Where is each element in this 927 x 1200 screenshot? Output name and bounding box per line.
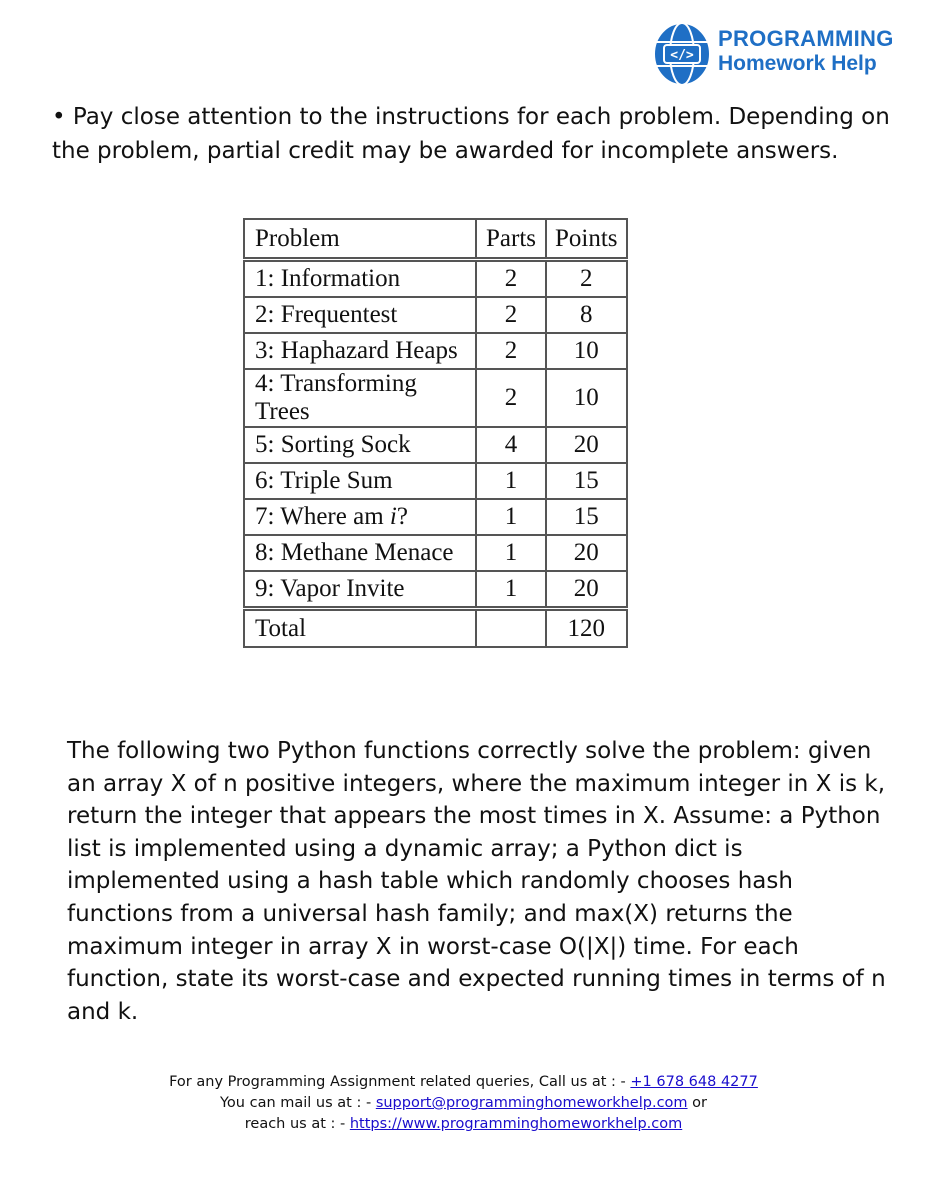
problem-cell: 5: Sorting Sock — [244, 427, 476, 463]
parts-cell: 4 — [476, 427, 546, 463]
footer-call-line — [0, 1072, 927, 1093]
problem-cell: 6: Triple Sum — [244, 463, 476, 499]
parts-cell: 2 — [476, 369, 546, 427]
problem-cell: 4: Transforming Trees — [244, 369, 476, 427]
footer-mail-line — [0, 1093, 927, 1114]
footer-reach-text: reach us at : - — [244, 1116, 350, 1132]
table-total-row — [244, 609, 627, 648]
footer-mail-text: You can mail us at : - — [220, 1095, 376, 1111]
instructions-bullet: • Pay close attention to the instructions for each problem. Depending on the problem, partial credit may be awarded for incomplete answers. — [52, 104, 890, 164]
score-table — [243, 218, 628, 648]
table-row — [244, 369, 627, 427]
problem-cell: 2: Frequentest — [244, 297, 476, 333]
footer-or-text: or — [687, 1095, 707, 1111]
parts-cell: 2 — [476, 333, 546, 369]
table-row — [244, 260, 627, 298]
logo-title: PROGRAMMING — [718, 26, 894, 51]
header-parts: Parts — [476, 219, 546, 260]
header-problem: Problem — [244, 219, 476, 260]
website-link[interactable]: https://www.programminghomeworkhelp.com — [349, 1116, 683, 1132]
points-cell: 20 — [546, 535, 627, 571]
problem-cell: 7: Where am i? — [244, 499, 476, 535]
header-points: Points — [546, 219, 627, 260]
table-row — [244, 463, 627, 499]
problem-description: The following two Python functions correctly solve the problem: given an array X of n positive integers, where the maximum integer in X is k, return the integer that appears the most times in X. Assume: a Python list is implemented using a dynamic array; a Python dict is implemented using a hash table which randomly chooses hash functions from a universal hash family; and max(X) returns the maximum integer in array X in worst-case O(|X|) time. For each function, state its worst-case and expected running times in terms of n and k. — [67, 738, 886, 1025]
code-globe-icon — [652, 16, 716, 94]
parts-cell: 1 — [476, 571, 546, 609]
parts-cell: 1 — [476, 499, 546, 535]
table-row — [244, 297, 627, 333]
table-row — [244, 499, 627, 535]
points-cell: 15 — [546, 499, 627, 535]
svg-text:</>: </> — [670, 48, 694, 63]
total-label: Total — [244, 609, 476, 648]
parts-cell: 1 — [476, 463, 546, 499]
total-parts — [476, 609, 546, 648]
contact-footer — [0, 1072, 927, 1135]
problem-cell: 8: Methane Menace — [244, 535, 476, 571]
problem-cell: 1: Information — [244, 260, 476, 298]
points-cell: 20 — [546, 571, 627, 609]
parts-cell: 1 — [476, 535, 546, 571]
parts-cell: 2 — [476, 297, 546, 333]
table-row — [244, 333, 627, 369]
points-cell: 20 — [546, 427, 627, 463]
problem-cell: 9: Vapor Invite — [244, 571, 476, 609]
table-header-row — [244, 219, 627, 260]
footer-reach-line — [0, 1114, 927, 1135]
points-cell: 10 — [546, 369, 627, 427]
logo-subtitle: Homework Help — [718, 52, 877, 75]
points-cell: 15 — [546, 463, 627, 499]
phone-link[interactable]: +1 678 648 4277 — [630, 1074, 758, 1090]
points-cell: 2 — [546, 260, 627, 298]
italic-variable: i — [389, 503, 397, 530]
problem-cell: 3: Haphazard Heaps — [244, 333, 476, 369]
email-link[interactable]: support@programminghomeworkhelp.com — [375, 1095, 688, 1111]
total-points: 120 — [546, 609, 627, 648]
footer-call-text: For any Programming Assignment related queries, Call us at : - — [169, 1074, 631, 1090]
table-row — [244, 571, 627, 609]
points-cell: 10 — [546, 333, 627, 369]
brand-logo — [652, 16, 912, 94]
table-row — [244, 535, 627, 571]
parts-cell: 2 — [476, 260, 546, 298]
table-row — [244, 427, 627, 463]
points-cell: 8 — [546, 297, 627, 333]
